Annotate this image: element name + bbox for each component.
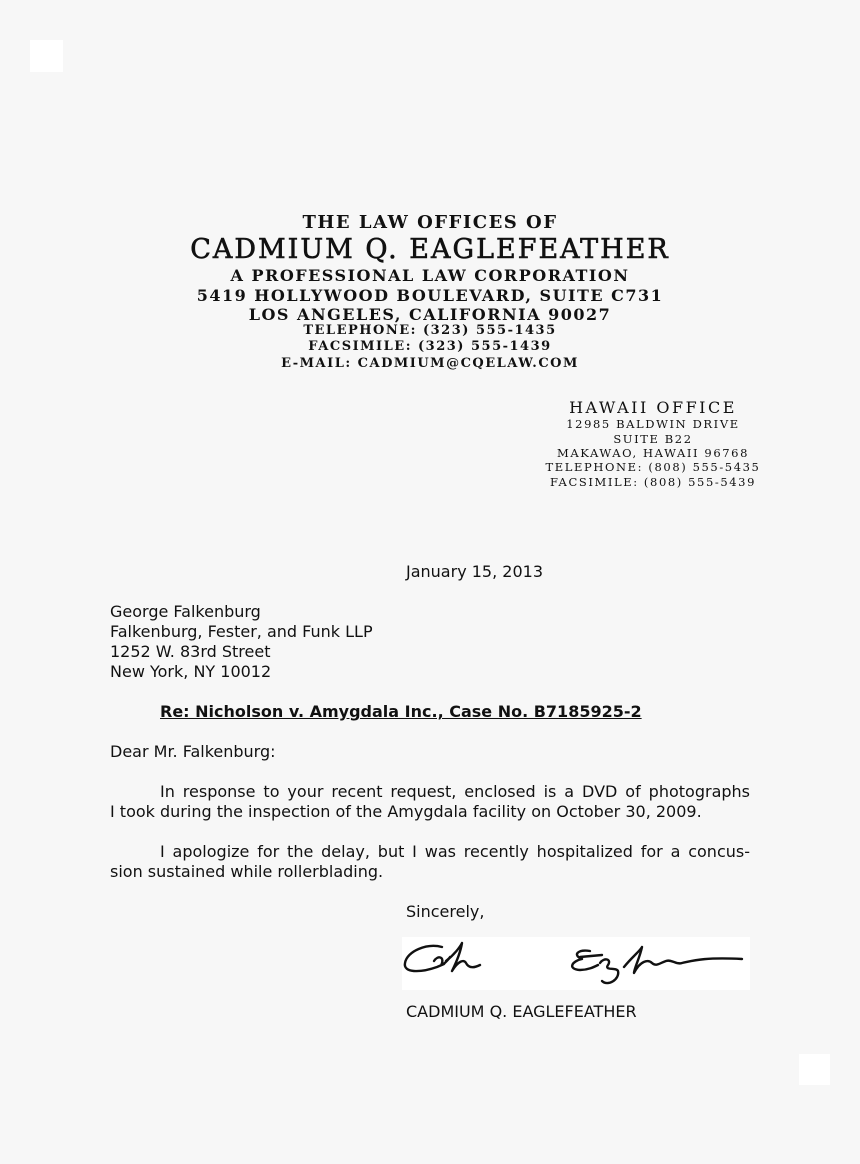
hawaii-telephone: TELEPHONE: (808) 555-5435: [545, 460, 761, 474]
closing: Sincerely,: [406, 902, 485, 921]
paragraph-1: [110, 782, 750, 822]
hawaii-address2: SUITE B22: [613, 432, 693, 446]
corner-square-top-left: [30, 40, 63, 72]
recipient-city: New York, NY 10012: [110, 662, 272, 681]
paragraph-2-line-1: I apologize for the delay, but I was recently hospitalized for a concus-: [160, 842, 750, 861]
corner-square-bottom-right: [799, 1054, 830, 1085]
signer-name: CADMIUM Q. EAGLEFEATHER: [406, 1002, 637, 1021]
hawaii-facsimile: FACSIMILE: (808) 555-5439: [549, 475, 757, 489]
handwritten-signature-icon: [402, 937, 750, 990]
letterhead-line1: THE LAW OFFICES OF: [302, 212, 558, 233]
firm-name: CADMIUM Q. EAGLEFEATHER: [190, 234, 670, 265]
hawaii-office-title: HAWAII OFFICE: [569, 398, 737, 417]
recipient-street: 1252 W. 83rd Street: [110, 642, 271, 661]
paragraph-2: [110, 842, 750, 882]
firm-facsimile: FACSIMILE: (323) 555-1439: [308, 339, 552, 354]
firm-address2: LOS ANGELES, CALIFORNIA 90027: [248, 305, 612, 324]
paragraph-1-line-1: In response to your recent request, enclosed is a DVD of photographs: [160, 782, 750, 801]
recipient-firm: Falkenburg, Fester, and Funk LLP: [110, 622, 373, 641]
hawaii-address3: MAKAWAO, HAWAII 96768: [556, 446, 749, 460]
salutation: Dear Mr. Falkenburg:: [110, 742, 276, 761]
firm-telephone: TELEPHONE: (323) 555-1435: [303, 323, 557, 338]
firm-subtitle: A PROFESSIONAL LAW CORPORATION: [230, 266, 630, 285]
paragraph-2-line-2: sion sustained while rollerblading.: [110, 862, 384, 881]
recipient-address: [110, 602, 373, 682]
firm-address1: 5419 HOLLYWOOD BOULEVARD, SUITE C731: [196, 286, 664, 305]
paragraph-1-line-2: I took during the inspection of the Amygdala facility on October 30, 2009.: [110, 802, 702, 821]
firm-email: E-MAIL: CADMIUM@CQELAW.COM: [281, 356, 579, 371]
signature-image: [402, 937, 750, 990]
re-line: Re: Nicholson v. Amygdala Inc., Case No. B7185925-2: [160, 702, 642, 721]
letter-date: January 15, 2013: [406, 562, 543, 581]
hawaii-address1: 12985 BALDWIN DRIVE: [566, 417, 740, 431]
recipient-name: George Falkenburg: [110, 602, 261, 621]
